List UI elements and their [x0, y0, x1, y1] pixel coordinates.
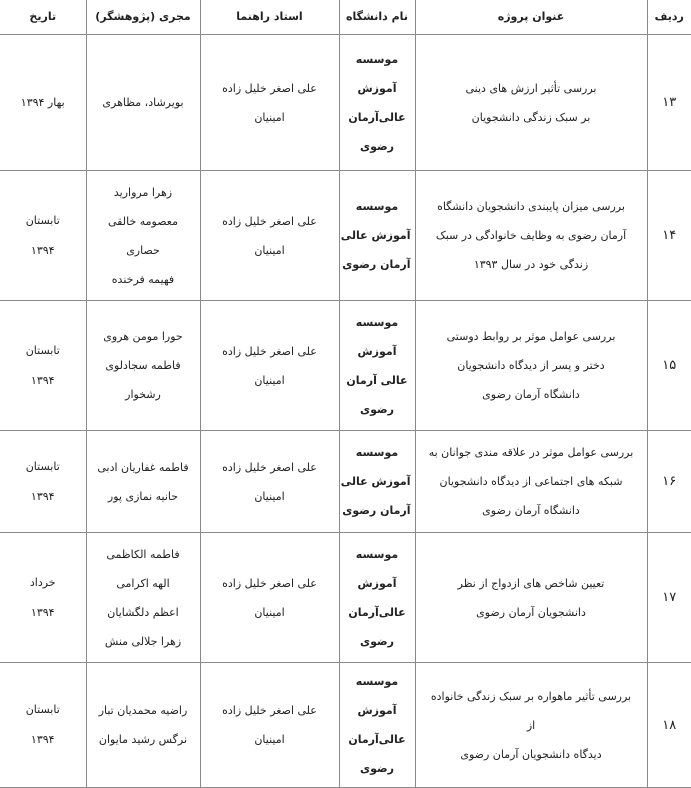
researcher-names	[86, 663, 200, 788]
row-number: ۱۴	[647, 171, 691, 301]
university-name-line: رضوی	[360, 762, 394, 775]
table-header-row	[0, 0, 691, 35]
advisor-name-line: علی اصغر خلیل زاده	[222, 214, 317, 228]
university-name	[339, 431, 415, 533]
researcher-names-line: نرگس رشید مایوان	[98, 733, 188, 746]
row-number: ۱۸	[647, 663, 691, 788]
advisor-name-line: امینیان	[254, 605, 285, 619]
university-name-line: آموزش	[357, 81, 397, 95]
advisor-name-line: امینیان	[254, 489, 285, 503]
advisor-name	[200, 301, 339, 431]
researcher-names-line: حصاری	[126, 243, 160, 257]
advisor-name-line: علی اصغر خلیل زاده	[222, 460, 317, 474]
header-date: تاریخ	[0, 0, 86, 35]
university-name-line: آموزش	[357, 344, 397, 358]
project-date-line: ۱۳۹۴	[30, 489, 55, 503]
advisor-name	[200, 431, 339, 533]
university-name-line: آرمان رضوی	[342, 258, 411, 271]
project-date	[0, 35, 86, 171]
project-title	[415, 431, 647, 533]
university-name-line: رضوی	[360, 139, 394, 153]
project-date	[0, 663, 86, 788]
university-name-line: آموزش عالی	[340, 229, 411, 242]
project-title-line: زندگی خود در سال ۱۳۹۳	[473, 258, 589, 271]
project-date-line: تابستان	[25, 343, 60, 357]
project-date-line: ۱۳۹۴	[30, 733, 55, 746]
header-project-title: عنوان پروژه	[415, 0, 647, 35]
university-name-line: آموزش	[357, 704, 397, 717]
advisor-name	[200, 35, 339, 171]
project-title	[415, 171, 647, 301]
researcher-names-line: معصومه خالقی	[108, 214, 178, 228]
advisor-name-line: امینیان	[254, 110, 285, 124]
row-number: ۱۵	[647, 301, 691, 431]
university-name-line: عالی‌آرمان	[348, 110, 406, 124]
row-number: ۱۷	[647, 533, 691, 663]
project-title-line: تعیین شاخص های ازدواج از نظر	[457, 576, 605, 590]
advisor-name-line: امینیان	[254, 733, 285, 746]
project-date	[0, 171, 86, 301]
university-name-line: موسسه	[355, 315, 399, 329]
header-researcher: مجری (پژوهشگر)	[86, 0, 200, 35]
advisor-name-line: امینیان	[254, 373, 285, 387]
university-name-line: آرمان رضوی	[342, 504, 411, 517]
project-date-line: ۱۳۹۴	[30, 243, 55, 257]
project-title-line: دیدگاه دانشجویان آرمان رضوی	[460, 747, 602, 761]
advisor-name-line: علی اصغر خلیل زاده	[222, 704, 317, 717]
university-name	[339, 663, 415, 788]
project-date-line: بهار ۱۳۹۴	[20, 95, 65, 109]
project-date-line: خرداد	[29, 575, 56, 589]
table-row	[0, 533, 691, 663]
row-number: ۱۶	[647, 431, 691, 533]
university-name-line: موسسه	[355, 200, 399, 213]
researcher-names-line: فاطمه سجادلوی	[105, 359, 181, 372]
project-title-line: بر سبک زندگی دانشجویان	[471, 110, 591, 124]
project-date	[0, 431, 86, 533]
university-name-line: موسسه	[355, 446, 399, 459]
researcher-names-line: فاطمه غفاریان ادبی	[97, 460, 189, 474]
header-university: نام دانشگاه	[339, 0, 415, 35]
project-date	[0, 533, 86, 663]
advisor-name	[200, 171, 339, 301]
project-title-line: دانشگاه آرمان رضوی	[482, 504, 580, 517]
project-title-line: بررسی عوامل موثر بر روابط دوستی	[446, 330, 616, 343]
advisor-name	[200, 533, 339, 663]
project-title	[415, 663, 647, 788]
advisor-name-line: علی اصغر خلیل زاده	[222, 344, 317, 358]
university-name	[339, 171, 415, 301]
university-name-line: موسسه	[355, 547, 399, 561]
table-row	[0, 35, 691, 171]
researcher-names	[86, 35, 200, 171]
project-date-line: ۱۳۹۴	[30, 373, 55, 387]
table-row	[0, 431, 691, 533]
table-row	[0, 301, 691, 431]
project-title-line: بررسی تأثیر ارزش های دینی	[465, 81, 597, 95]
researcher-names-line: حانیه نمازی پور	[107, 489, 179, 503]
project-date-line: ۱۳۹۴	[30, 605, 55, 619]
university-name-line: آموزش عالی	[340, 475, 411, 488]
researcher-names-line: اعظم دلگشایان	[107, 605, 179, 619]
header-advisor: استاد راهنما	[200, 0, 339, 35]
project-title-line: دختر و پسر از دیدگاه دانشجویان	[457, 359, 605, 372]
university-name-line: عالی‌آرمان	[348, 733, 406, 746]
university-name-line: موسسه	[355, 52, 399, 66]
researcher-names-line: زهرا مروارید	[113, 185, 173, 199]
researcher-names-line: رشخوار	[125, 388, 161, 401]
advisor-name	[200, 663, 339, 788]
university-name	[339, 533, 415, 663]
researcher-names-line: راضیه محمدیان تبار	[98, 704, 188, 717]
university-name-line: عالی آرمان	[346, 373, 408, 387]
header-row-number: ردیف	[647, 0, 691, 35]
row-number: ۱۳	[647, 35, 691, 171]
university-name-line: آموزش	[357, 576, 397, 590]
project-title-line: بررسی میزان پایبندی دانشجویان دانشگاه	[437, 200, 625, 213]
university-name-line: رضوی	[360, 634, 394, 648]
researcher-names	[86, 431, 200, 533]
project-date-line: تابستان	[25, 703, 60, 716]
table-row	[0, 171, 691, 301]
researcher-names-line: فهیمه فرخنده	[111, 272, 175, 286]
university-name-line: موسسه	[355, 675, 399, 688]
project-title	[415, 533, 647, 663]
project-title-line: دانشگاه آرمان رضوی	[482, 388, 580, 401]
researcher-names	[86, 171, 200, 301]
university-name-line: عالی‌آرمان	[348, 605, 406, 619]
researcher-names-line: بویرشاد، مظاهری	[102, 96, 184, 109]
researcher-names	[86, 301, 200, 431]
researcher-names-line: زهرا جلالی منش	[104, 634, 182, 648]
project-title-line: بررسی تأثیر ماهواره بر سبک زندگی خانواده از	[430, 689, 632, 732]
advisor-name-line: علی اصغر خلیل زاده	[222, 576, 317, 590]
advisor-name-line: امینیان	[254, 243, 285, 257]
table-row	[0, 663, 691, 788]
researcher-names-line: حورا مومن هروی	[103, 330, 183, 343]
researcher-names	[86, 533, 200, 663]
project-title-line: شبکه های اجتماعی از دیدگاه دانشجویان	[439, 475, 623, 488]
project-date	[0, 301, 86, 431]
project-title-line: دانشجویان آرمان رضوی	[476, 605, 586, 619]
project-date-line: تابستان	[25, 213, 60, 227]
researcher-names-line: الهه اکرامی	[116, 576, 170, 590]
project-date-line: تابستان	[25, 459, 60, 473]
university-name	[339, 301, 415, 431]
university-name-line: رضوی	[360, 402, 394, 416]
advisor-name-line: علی اصغر خلیل زاده	[222, 81, 317, 95]
project-title	[415, 301, 647, 431]
researcher-names-line: فاطمه الکاظمی	[106, 547, 180, 561]
project-title-line: آرمان رضوی به وظایف خانوادگی در سبک	[435, 229, 627, 242]
project-title-line: بررسی عوامل موثر در علاقه مندی جوانان به	[428, 446, 634, 459]
university-name	[339, 35, 415, 171]
project-title	[415, 35, 647, 171]
